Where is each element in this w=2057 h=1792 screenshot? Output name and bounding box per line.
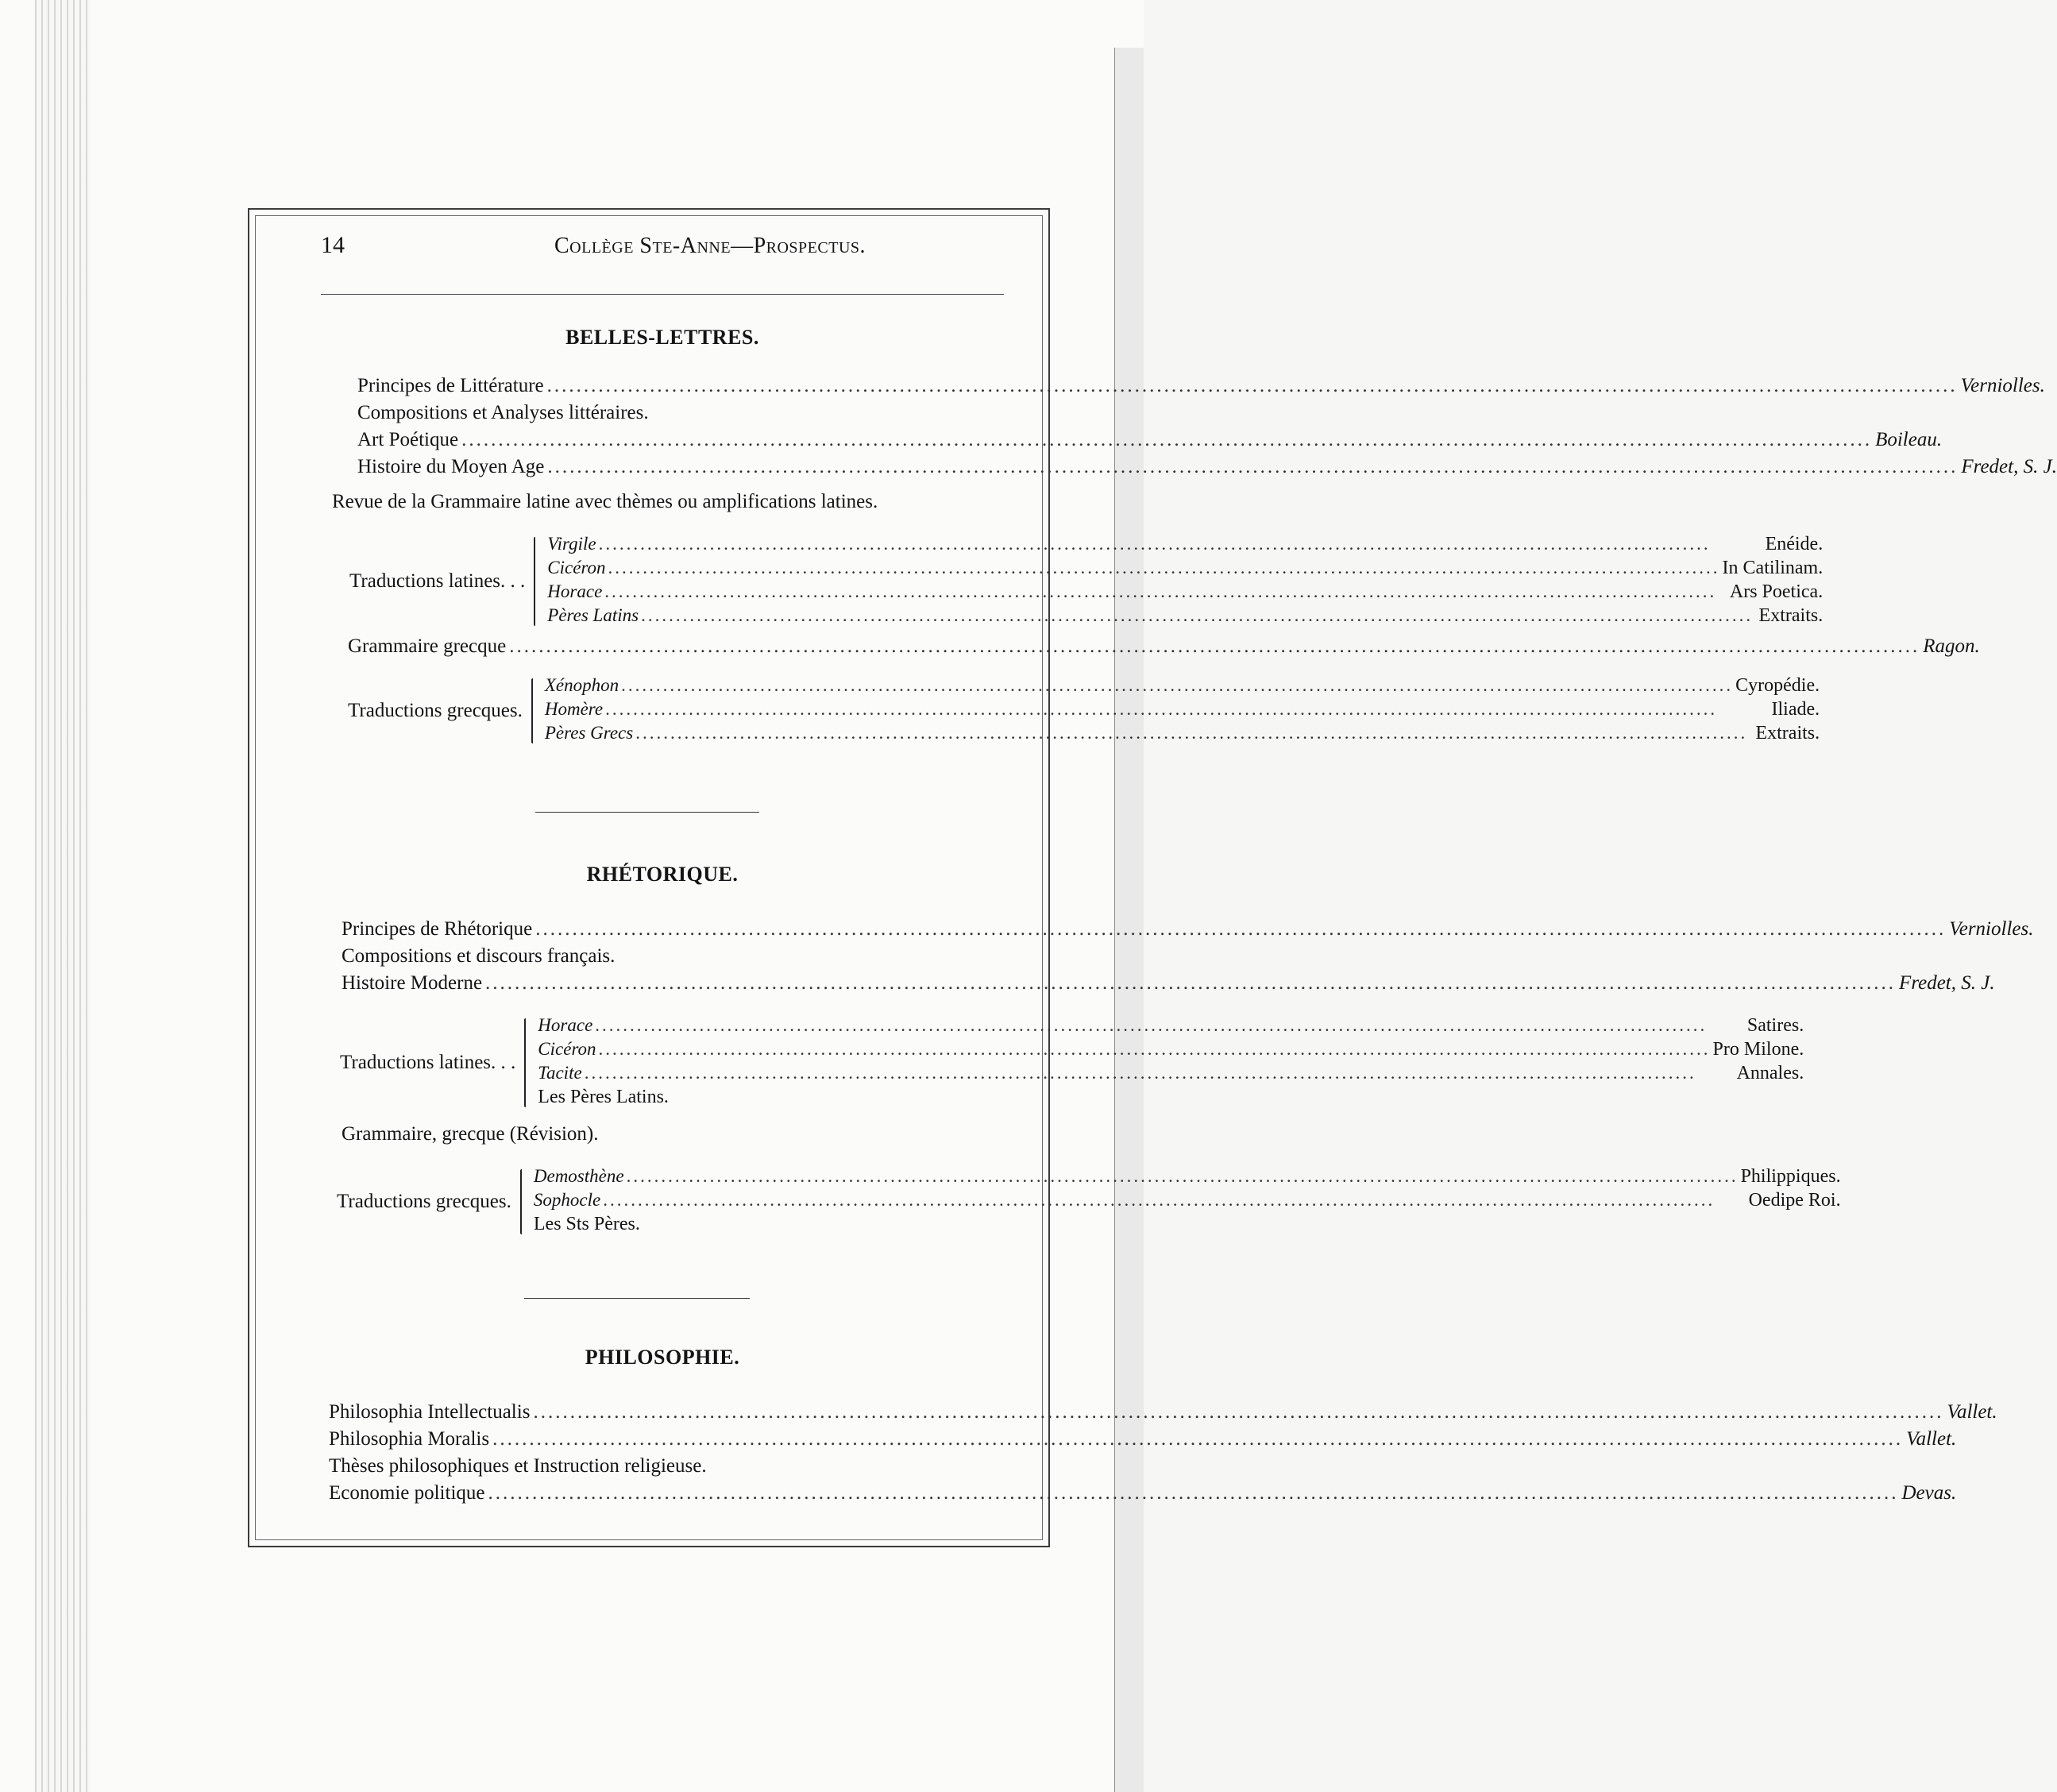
- section-divider: [535, 812, 759, 813]
- dot-leader: [595, 1015, 1745, 1036]
- item-work: Annales.: [1736, 1063, 1804, 1083]
- dot-leader: [547, 456, 1958, 478]
- item-author: Sophocle: [533, 1190, 601, 1210]
- item-author: Pères Grecs: [544, 723, 634, 743]
- item-author: Virgile: [547, 534, 596, 554]
- section-title: RHÉTORIQUE.: [586, 863, 739, 886]
- running-title: Collège Ste-Anne—Prospectus.: [554, 234, 866, 258]
- dot-leader: [599, 534, 1763, 554]
- item-author: Demosthène: [533, 1166, 624, 1186]
- brace: [528, 534, 542, 629]
- section-title: PHILOSOPHIE.: [585, 1346, 740, 1369]
- course-label: Histoire du Moyen Age: [357, 456, 545, 477]
- textbook-author: Devas.: [1901, 1482, 1957, 1504]
- dot-leader: [488, 1482, 1898, 1504]
- dot-leader: [604, 581, 1727, 602]
- item-work: Oedipe Roi.: [1748, 1190, 1841, 1211]
- dot-leader: [608, 558, 1720, 578]
- textbook-author: Fredet, S. J.: [1899, 972, 1995, 994]
- item-work: In Catilinam.: [1722, 558, 1824, 578]
- item-author: Les Sts Pères.: [533, 1214, 640, 1234]
- course-entry: [329, 1401, 1997, 1428]
- course-entry: [329, 1482, 1957, 1509]
- list-item: [545, 675, 1820, 699]
- course-entry: Compositions et discours français.: [342, 945, 616, 967]
- course-label: Principes de Littérature: [357, 375, 544, 396]
- textbook-author: Vallet.: [1906, 1428, 1957, 1450]
- item-author: Les Pères Latins.: [538, 1087, 669, 1107]
- group-label: Traductions latines. . .: [349, 570, 526, 592]
- list-item: [534, 1214, 1841, 1238]
- book-page-edges: [35, 0, 91, 1792]
- course-label: Economie politique: [329, 1482, 485, 1504]
- item-author: Horace: [538, 1015, 593, 1035]
- item-author: Xénophon: [544, 675, 619, 695]
- translation-group: [321, 534, 1824, 629]
- list-item: [534, 1190, 1841, 1214]
- course-entry: [357, 456, 2057, 483]
- list-item: [534, 1166, 1841, 1190]
- item-work: Pro Milone.: [1712, 1039, 1804, 1060]
- section-title: BELLES-LETTRES.: [565, 326, 759, 349]
- dot-leader: [605, 699, 1769, 720]
- dot-leader: [603, 1190, 1746, 1211]
- list-item: [538, 1015, 1804, 1039]
- dot-leader: [509, 635, 1920, 658]
- item-work: Extraits.: [1755, 723, 1820, 743]
- list-item: [547, 581, 1823, 605]
- course-entry: [342, 972, 1995, 999]
- item-author: Cicéron: [547, 558, 606, 577]
- list-item: [538, 1063, 1804, 1087]
- course-label: Art Poétique: [357, 429, 459, 450]
- course-entry: [342, 918, 2034, 945]
- item-work: Enéide.: [1765, 534, 1824, 554]
- course-entry: [357, 375, 2045, 402]
- dot-leader: [535, 918, 1946, 940]
- dot-leader: [585, 1063, 1735, 1083]
- dot-leader: [599, 1039, 1711, 1060]
- list-item: [538, 1039, 1804, 1063]
- course-entry: Compositions et Analyses littéraires.: [357, 402, 649, 423]
- textbook-author: Verniolles.: [1960, 375, 2045, 396]
- head-rule: [321, 294, 1004, 295]
- group-label: Traductions latines. . .: [340, 1052, 516, 1073]
- brace: [526, 675, 540, 747]
- section-belles-lettres: [321, 326, 2057, 753]
- list-item: [547, 558, 1823, 581]
- textbook-author: Ragon.: [1923, 635, 1980, 657]
- item-author: Horace: [547, 581, 603, 601]
- textbook-author: Boileau.: [1875, 429, 1943, 450]
- running-head: [321, 232, 1004, 265]
- page-number: 14: [321, 232, 345, 258]
- course-entry: [357, 429, 1943, 456]
- list-item: [538, 1087, 1804, 1110]
- item-work: Ars Poetica.: [1729, 581, 1824, 602]
- translation-group: [321, 1015, 1804, 1110]
- item-author: Tacite: [538, 1063, 582, 1083]
- group-items: [545, 675, 1820, 747]
- translation-group: [321, 1166, 1841, 1238]
- course-entry: Revue de la Grammaire latine avec thèmes ou amplifications latines.: [332, 491, 878, 512]
- course-entry: [329, 1428, 1957, 1455]
- course-label: Histoire Moderne: [342, 972, 483, 994]
- dot-leader: [547, 375, 1958, 397]
- item-work: Philippiques.: [1740, 1166, 1841, 1187]
- group-items: [547, 534, 1823, 629]
- course-label: Philosophia Moralis: [329, 1428, 490, 1450]
- group-label: Traductions grecques.: [337, 1191, 511, 1212]
- dot-leader: [621, 675, 1733, 696]
- dot-leader: [485, 972, 1896, 994]
- list-item: [547, 534, 1823, 558]
- group-items: [534, 1166, 1841, 1238]
- item-author: Homère: [544, 699, 604, 719]
- item-author: Pères Latins: [547, 605, 639, 625]
- textbook-author: Verniolles.: [1949, 918, 2034, 940]
- dot-leader: [635, 723, 1753, 743]
- dot-leader: [492, 1428, 1903, 1450]
- section-rhetorique: [321, 863, 2034, 1244]
- textbook-author: Vallet.: [1947, 1401, 1997, 1423]
- list-item: [547, 605, 1823, 629]
- item-work: Satires.: [1746, 1015, 1804, 1036]
- section-divider: [524, 1298, 750, 1299]
- item-work: Extraits.: [1758, 605, 1824, 626]
- course-entry: Thèses philosophiques et Instruction religieuse.: [329, 1455, 707, 1477]
- course-label: Principes de Rhétorique: [342, 918, 533, 940]
- textbook-author: Fredet, S. J.: [1961, 456, 2057, 477]
- list-item: [545, 699, 1820, 723]
- dot-leader: [641, 605, 1756, 626]
- dot-leader: [627, 1166, 1739, 1187]
- group-label: Traductions grecques.: [348, 700, 523, 721]
- brace: [515, 1166, 529, 1238]
- dot-leader: [461, 429, 1872, 451]
- list-item: [545, 723, 1820, 747]
- brace: [519, 1015, 533, 1110]
- translation-group: [321, 675, 1820, 747]
- course-entry: Grammaire, grecque (Révision).: [342, 1123, 599, 1145]
- dot-leader: [533, 1401, 1943, 1423]
- section-philosophie: [321, 1346, 1997, 1509]
- item-work: Iliade.: [1771, 699, 1820, 720]
- group-items: [538, 1015, 1804, 1110]
- course-label: Grammaire grecque: [348, 635, 507, 657]
- course-label: Philosophia Intellectualis: [329, 1401, 531, 1423]
- item-work: Cyropédie.: [1735, 675, 1820, 696]
- course-entry: [321, 635, 1980, 662]
- item-author: Cicéron: [538, 1039, 596, 1059]
